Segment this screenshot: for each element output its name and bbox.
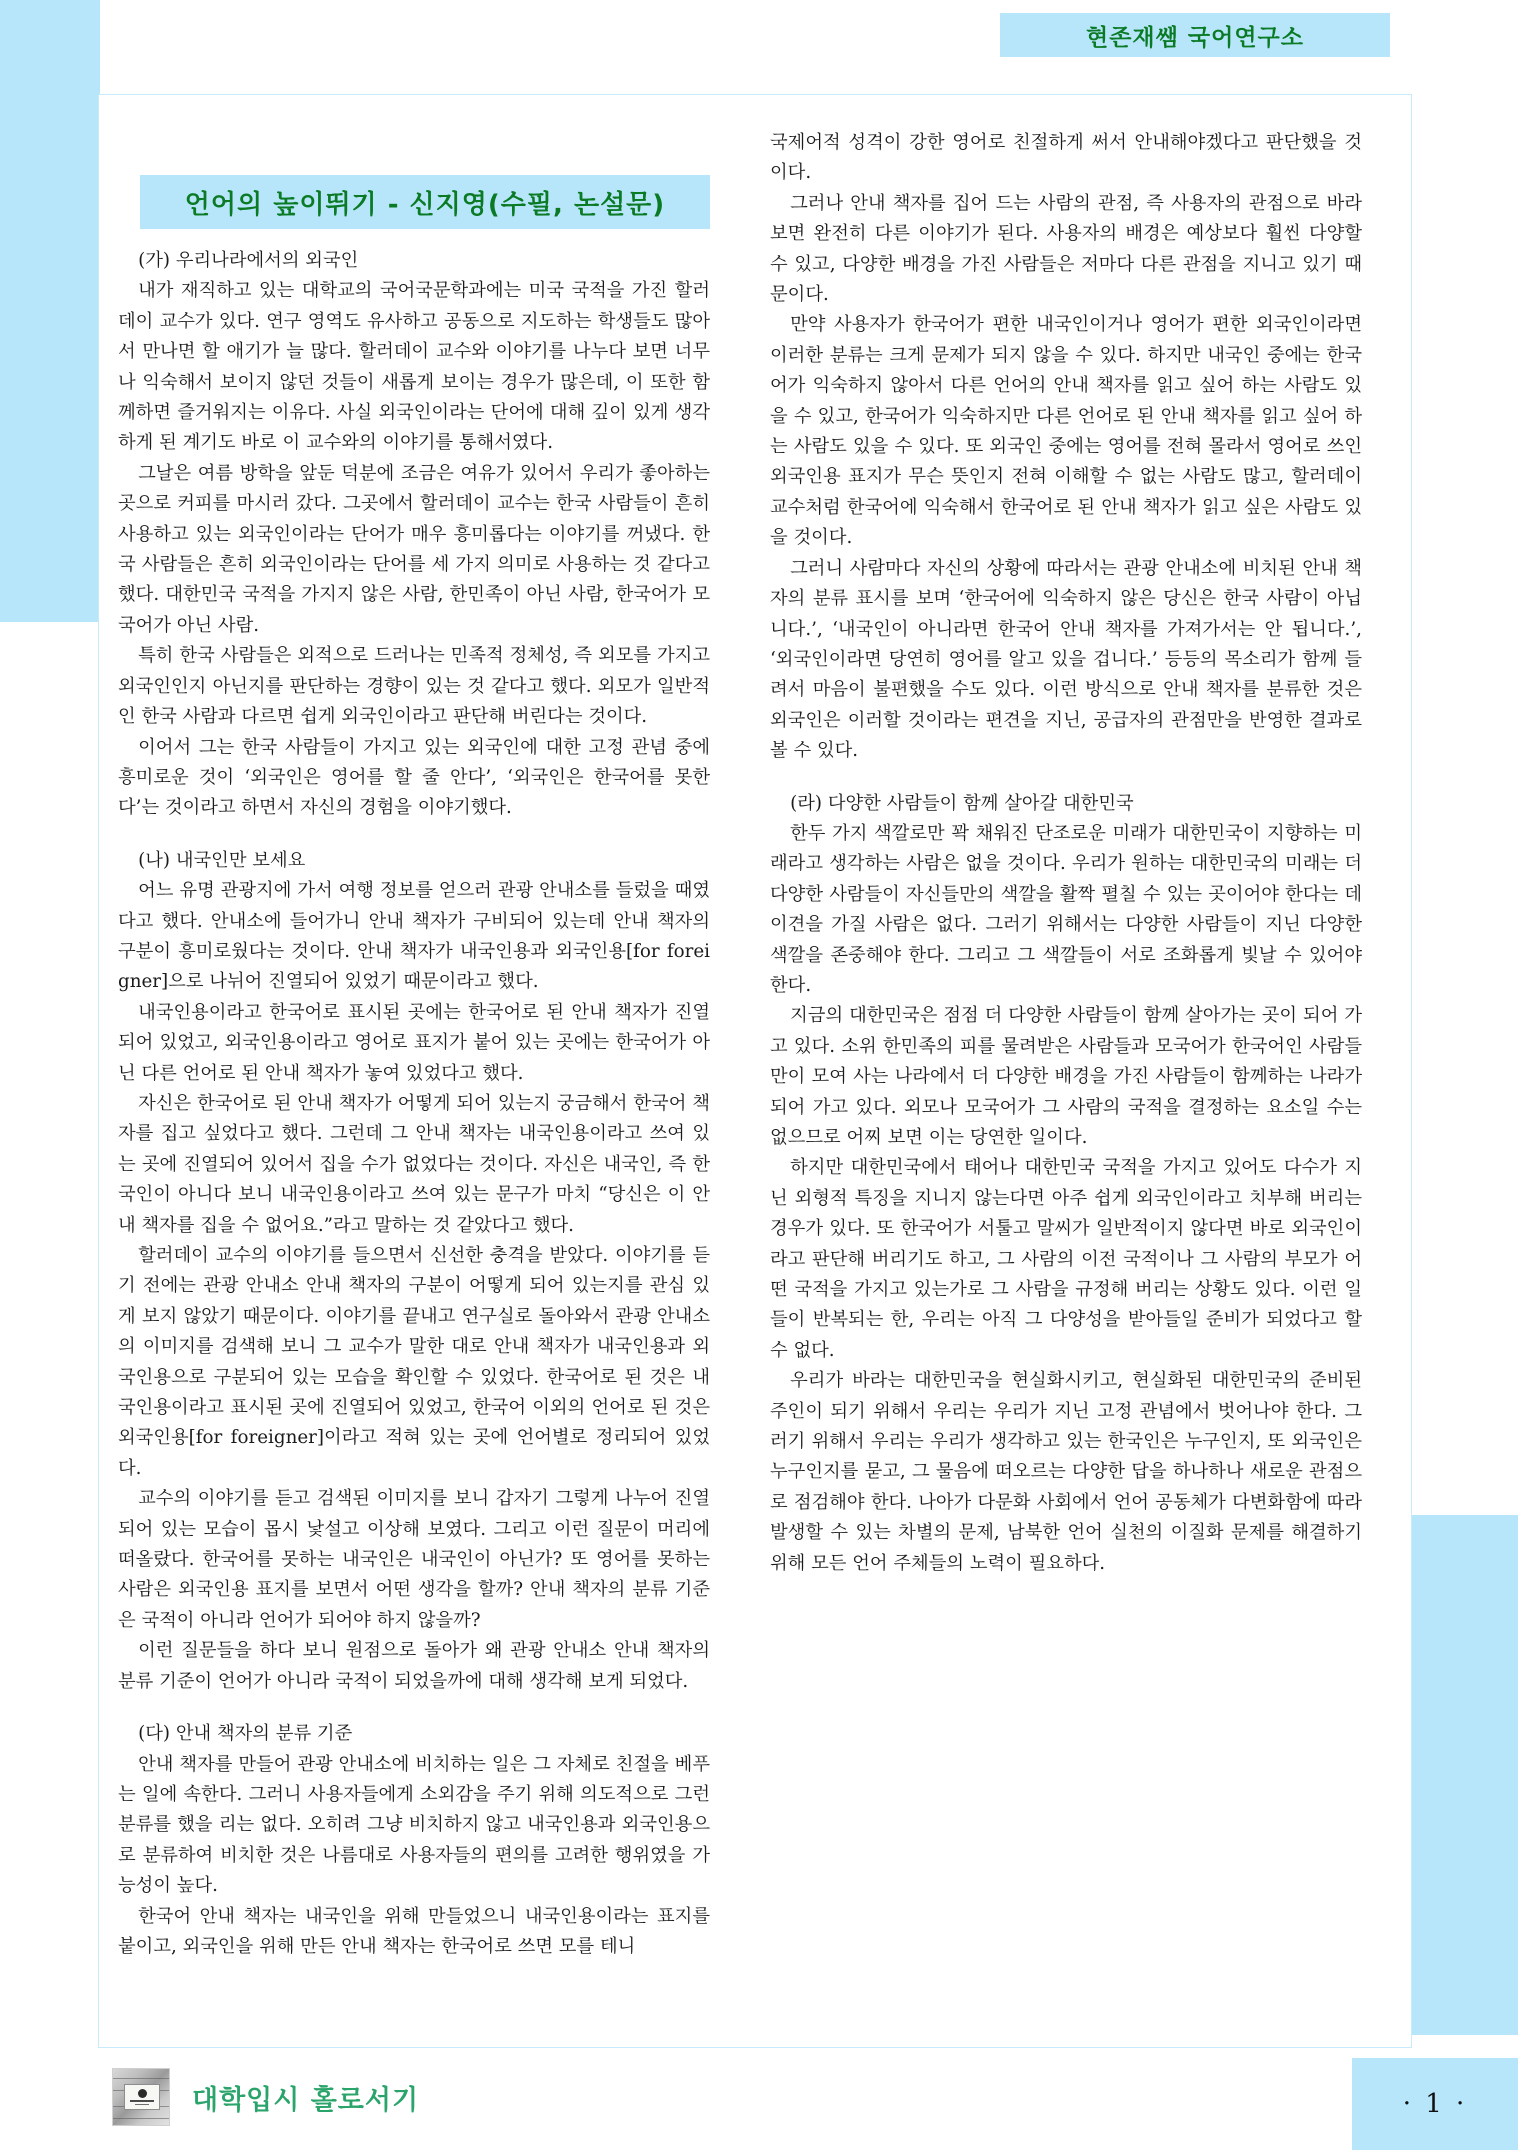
paragraph: 이런 질문들을 하다 보니 원점으로 돌아가 왜 관광 안내소 안내 책자의 분류 기준이 언어가 아니라 국적이 되었을까에 대해 생각해 보게 되었다. (118, 1640, 710, 1692)
paragraph: 만약 사용자가 한국어가 편한 내국인이거나 영어가 편한 외국인이라면 이러한 분류는 크게 문제가 되지 않을 수 있다. 하지만 내국인 중에는 한국어가 익숙하지 않아서 다른 언어의 안내 책자를 읽고 싶어 하는 사람도 있을 수 있고, 한국어가 익숙하지만 다른 언어로 된 안내 책자를 읽고 싶어 하는 사람도 있을 수 있다. 또 외국인 중에는 영어를 전혀 몰라서 영어로 쓰인 외국인용 표지가 무슨 뜻인지 전혀 이해할 수 없는 사람도 많고, 할러데이 교수처럼 한국어에 익숙해서 한국어로 된 안내 책자가 읽고 싶은 사람도 있을 것이다. (770, 314, 1362, 549)
right-decorative-band (1410, 1515, 1518, 2035)
paragraph: 그러나 안내 책자를 집어 드는 사람의 관점, 즉 사용자의 관점으로 바라보면 완전히 다른 이야기가 된다. 사용자의 배경은 예상보다 훨씬 다양할 수 있고, 다양한 배경을 가진 사람들은 저마다 다른 관점을 지니고 있기 때문이다. (770, 192, 1362, 306)
paragraph: 한두 가지 색깔로만 꽉 채워진 단조로운 미래가 대한민국이 지향하는 미래라고 생각하는 사람은 없을 것이다. 우리가 원하는 대한민국의 미래는 더 다양한 사람들이 자신들만의 색깔을 활짝 펼칠 수 있는 곳이어야 한다는 데 이견을 가질 사람은 없다. 그러기 위해서는 다양한 사람들이 지닌 다양한 색깔을 존중해야 한다. 그리고 그 색깔들이 서로 조화롭게 빛날 수 있어야 한다. (770, 822, 1362, 996)
section-heading: (라) 다양한 사람들이 함께 살아갈 대한민국 (790, 792, 1134, 814)
text-column-left (118, 246, 710, 1962)
paragraph: 하지만 대한민국에서 태어나 대한민국 국적을 가지고 있어도 다수가 지닌 외형적 특징을 지니지 않는다면 아주 쉽게 외국인이라고 치부해 버리는 경우가 있다. 또 한국어가 서툴고 말씨가 일반적이지 않다면 바로 외국인이라고 판단해 버리기도 하고, 그 사람의 이전 국적이나 그 사람의 부모가 어떤 국적을 가지고 있는가로 그 사람을 규정해 버리는 상황도 있다. 이런 일들이 반복되는 한, 우리는 아직 그 다양성을 받아들일 준비가 되었다고 할 수 없다. (770, 1157, 1362, 1361)
paragraph: 어느 유명 관광지에 가서 여행 정보를 얻으러 관광 안내소를 들렀을 때였다고 했다. 안내소에 들어가니 안내 책자가 구비되어 있는데 안내 책자의 구분이 흥미로웠다는 것이다. 안내 책자가 내국인용과 외국인용[for foreigner]으로 나뉘어 진열되어 있었기 때문이라고 했다. (118, 880, 710, 993)
paragraph: 내가 재직하고 있는 대학교의 국어국문학과에는 미국 국적을 가진 할러데이 교수가 있다. 연구 영역도 유사하고 공동으로 지도하는 학생들도 많아서 만나면 할 애기가 늘 많다. 할러데이 교수와 이야기를 나누다 보면 너무나 익숙해서 보이지 않던 것들이 새롭게 보이는 경우가 많은데, 이 또한 함께하면 즐거워지는 이유다. 사실 외국인이라는 단어에 대해 깊이 있게 생각하게 된 계기도 바로 이 교수와의 이야기를 통해서였다. (118, 280, 710, 454)
text-column-right (770, 128, 1362, 1579)
paragraph-continuation: 국제어적 성격이 강한 영어로 친절하게 써서 안내해야겠다고 판단했을 것이다. (770, 132, 1362, 184)
section-heading: (가) 우리나라에서의 외국인 (138, 250, 359, 271)
paragraph: 한국어 안내 책자는 내국인을 위해 만들었으니 내국인용이라는 표지를 붙이고, 외국인을 위해 만든 안내 책자는 한국어로 쓰면 모를 테니 (118, 1905, 710, 1957)
article-title: 언어의 높이뛰기 - 신지영(수필, 논설문) (184, 189, 666, 220)
section-heading: (나) 내국인만 보세요 (138, 849, 306, 871)
paragraph: 지금의 대한민국은 점점 더 다양한 사람들이 함께 살아가는 곳이 되어 가고 있다. 소위 한민족의 피를 물려받은 사람들과 모국어가 한국어인 사람들만이 모여 사는 나라에서 더 다양한 배경을 가진 사람들이 함께하는 나라가 되어 가고 있다. 외모나 모국어가 그 사람의 국적을 결정하는 요소일 수는 없으므로 어찌 보면 이는 당연한 일이다. (770, 1005, 1362, 1148)
paragraph: 할러데이 교수의 이야기를 들으면서 신선한 충격을 받았다. 이야기를 듣기 전에는 관광 안내소 안내 책자의 구분이 어떻게 되어 있는지를 관심 있게 보지 않았기 때문이다. 이야기를 끝내고 연구실로 돌아와서 관광 안내소의 이미지를 검색해 보니 그 교수가 말한 대로 안내 책자가 내국인용과 외국인용으로 구분되어 있는 모습을 확인할 수 있었다. 한국어로 된 것은 내국인용이라고 표시된 곳에 진열되어 있었고, 한국어 이외의 언어로 된 것은 외국인용[for foreigner]이라고 적혀 있는 곳에 언어별로 정리되어 있었다. (118, 1245, 710, 1479)
paragraph: 우리가 바라는 대한민국을 현실화시키고, 현실화된 대한민국의 준비된 주인이 되기 위해서 우리는 우리가 지닌 고정 관념에서 벗어나야 한다. 그러기 위해서 우리는 우리가 생각하고 있는 한국인은 누구인지, 또 외국인은 누구인지를 묻고, 그 물음에 떠오르는 다양한 답을 하나하나 새로운 관점으로 점검해야 한다. 나아가 다문화 사회에서 언어 공동체가 다변화함에 따라 발생할 수 있는 차별의 문제, 남북한 언어 실천의 이질화 문제를 해결하기 위해 모든 언어 주체들의 노력이 필요하다. (770, 1370, 1362, 1574)
signboard-inner-icon (124, 2084, 160, 2110)
paragraph: 특히 한국 사람들은 외적으로 드러나는 민족적 정체성, 즉 외모를 가지고 외국인인지 아닌지를 판단하는 경향이 있는 것 같다고 했다. 외모가 일반적인 한국 사람과 다르면 쉽게 외국인이라고 판단해 버린다는 것이다. (118, 645, 710, 728)
article-title-bar (140, 175, 710, 229)
paragraph: 내국인용이라고 한국어로 표시된 곳에는 한국어로 된 안내 책자가 진열되어 있었고, 외국인용이라고 영어로 표지가 붙어 있는 곳에는 한국어가 아닌 다른 언어로 된 안내 책자가 놓여 있었다고 했다. (118, 1001, 710, 1084)
footer (112, 2068, 419, 2126)
header-banner-label: 현존재쌤 국어연구소 (1086, 24, 1304, 51)
paragraph: 자신은 한국어로 된 안내 책자가 어떻게 되어 있는지 궁금해서 한국어 책자를 집고 싶었다고 했다. 그런데 그 안내 책자는 내국인용이라고 쓰여 있는 곳에 진열되어 있어서 집을 수가 없었다는 것이다. 자신은 내국인, 즉 한국인이 아니다 보니 내국인용이라고 쓰여 있는 문구가 마치 “당신은 이 안내 책자를 집을 수 없어요.”라고 말하는 것 같았다고 했다. (118, 1092, 710, 1236)
paragraph: 교수의 이야기를 듣고 검색된 이미지를 보니 갑자기 그렇게 나누어 진열되어 있는 모습이 몹시 낯설고 이상해 보였다. 그리고 이런 질문이 머리에 떠올랐다. 한국어를 못하는 내국인은 내국인이 아닌가? 또 영어를 못하는 사람은 외국인용 표지를 보면서 어떤 생각을 할까? 안내 책자의 분류 기준은 국적이 아니라 언어가 되어야 하지 않을까? (118, 1488, 710, 1631)
paragraph: 이어서 그는 한국 사람들이 가지고 있는 외국인에 대한 고정 관념 중에 흥미로운 것이 ‘외국인은 영어를 할 줄 안다’, ‘외국인은 한국어를 못한다’는 것이라고 하면서 자신의 경험을 이야기했다. (118, 736, 710, 819)
section-heading: (다) 안내 책자의 분류 기준 (138, 1723, 353, 1745)
footer-label: 대학입시 홀로서기 (192, 2084, 420, 2116)
paragraph: 안내 책자를 만들어 관광 안내소에 비치하는 일은 그 자체로 친절을 베푸는 일에 속한다. 그러니 사용자들에게 소외감을 주기 위해 의도적으로 그런 분류를 했을 리는 없다. 오히려 그냥 비치하지 않고 내국인용과 외국인용으로 분류하여 비치한 것은 나름대로 사용자들의 편의를 고려한 행위였을 가능성이 높다. (118, 1753, 710, 1897)
page-number: · 1 · (1402, 2089, 1468, 2119)
left-decorative-band (0, 0, 100, 622)
paragraph: 그날은 여름 방학을 앞둔 덕분에 조금은 여유가 있어서 우리가 좋아하는 곳으로 커피를 마시러 갔다. 그곳에서 할러데이 교수는 한국 사람들이 흔히 사용하고 있는 외국인이라는 단어가 매우 흥미롭다는 이야기를 꺼냈다. 한국 사람들은 흔히 외국인이라는 단어를 세 가지 의미로 사용하는 것 같다고 했다. 대한민국 국적을 가지지 않은 사람, 한민족이 아닌 사람, 한국어가 모국어가 아닌 사람. (118, 462, 710, 636)
header-banner (1000, 13, 1390, 57)
paragraph: 그러니 사람마다 자신의 상황에 따라서는 관광 안내소에 비치된 안내 책자의 분류 표시를 보며 ‘한국어에 익숙하지 않은 당신은 한국 사람이 아닙니다.’, ‘내국인이 아니라면 한국어 안내 책자를 가져가서는 안 됩니다.’, ‘외국인이라면 당연히 영어를 알고 있을 겁니다.’ 등등의 목소리가 함께 들려서 마음이 불편했을 수도 있다. 이런 방식으로 안내 책자를 분류한 것은 외국인은 이러할 것이라는 편견을 지닌, 공급자의 관점만을 반영한 결과로 볼 수 있다. (770, 557, 1362, 762)
page-number-box (1352, 2058, 1518, 2150)
signboard-photo-icon (112, 2068, 170, 2126)
